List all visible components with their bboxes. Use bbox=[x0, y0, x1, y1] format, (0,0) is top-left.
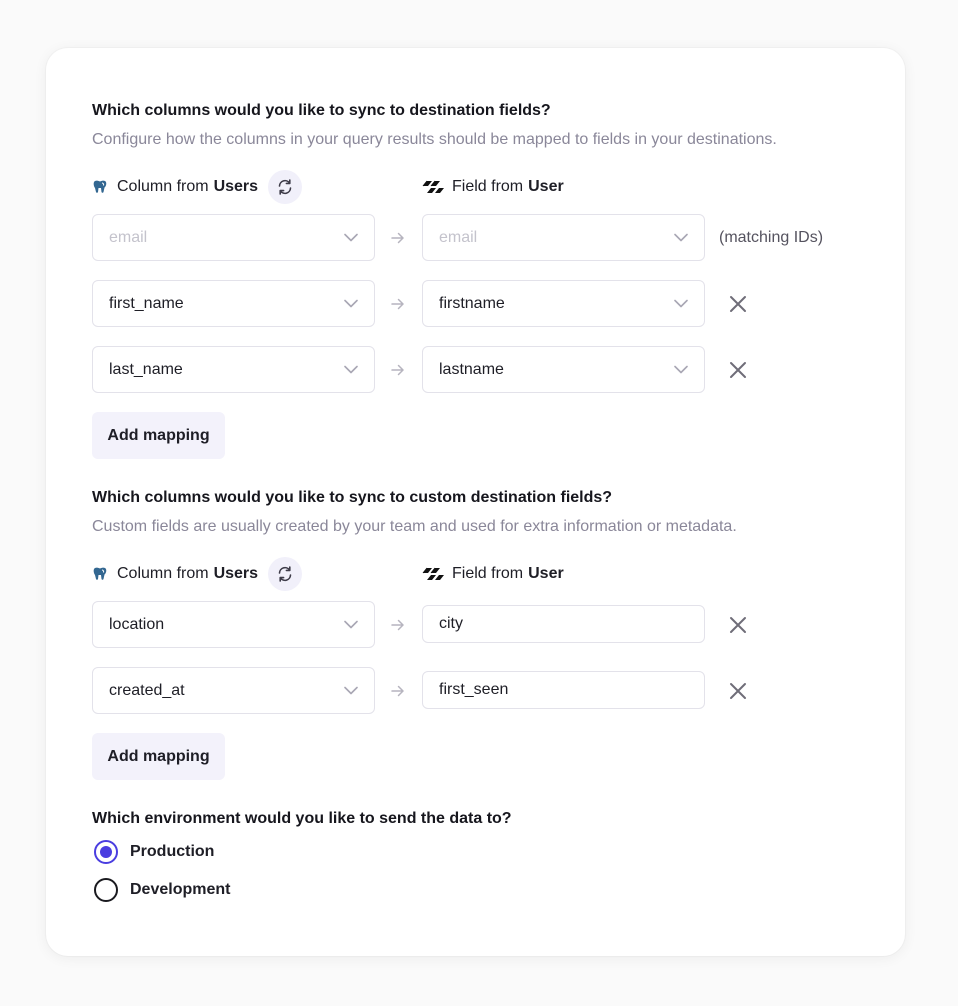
section1-dest-label bbox=[422, 169, 564, 205]
postgres-icon bbox=[92, 179, 108, 195]
source-label-prefix: Column from bbox=[117, 178, 209, 195]
add-mapping-button[interactable]: Add mapping bbox=[92, 733, 225, 780]
select-value: email bbox=[439, 228, 478, 246]
select-value: location bbox=[109, 615, 165, 633]
destination-field-select[interactable] bbox=[422, 280, 705, 327]
radio-button-checked[interactable] bbox=[94, 840, 118, 864]
remove-mapping-button[interactable] bbox=[728, 294, 748, 314]
dest-label-prefix: Field from bbox=[452, 565, 524, 582]
radio-production[interactable] bbox=[94, 840, 214, 864]
refresh-columns-button[interactable] bbox=[268, 557, 302, 591]
chevron-down-icon bbox=[674, 299, 688, 308]
remove-mapping-button[interactable] bbox=[728, 360, 748, 380]
dest-label-name: User bbox=[528, 178, 564, 195]
select-value: email bbox=[109, 228, 148, 246]
close-icon bbox=[728, 681, 748, 701]
source-label-prefix: Column from bbox=[117, 565, 209, 582]
source-column-select bbox=[92, 214, 375, 261]
destination-logo-icon bbox=[422, 567, 444, 581]
arrow-right-icon bbox=[391, 364, 405, 376]
radio-label: Production bbox=[130, 843, 215, 860]
section2-dest-label bbox=[422, 556, 564, 592]
matching-ids-note: (matching IDs) bbox=[719, 229, 824, 246]
arrow-right-icon bbox=[391, 232, 405, 244]
destination-field-select[interactable] bbox=[422, 346, 705, 393]
refresh-icon bbox=[276, 565, 294, 583]
select-value: first_name bbox=[109, 294, 184, 312]
close-icon bbox=[728, 294, 748, 314]
remove-mapping-button[interactable] bbox=[728, 681, 748, 701]
source-label-name: Users bbox=[213, 565, 259, 582]
chevron-down-icon bbox=[674, 233, 688, 242]
select-value: last_name bbox=[109, 360, 183, 378]
chevron-down-icon bbox=[674, 365, 688, 374]
select-value: lastname bbox=[439, 360, 504, 378]
source-column-select[interactable] bbox=[92, 346, 375, 393]
refresh-icon bbox=[276, 178, 294, 196]
section2-source-label bbox=[92, 556, 302, 592]
close-icon bbox=[728, 615, 748, 635]
destination-field-select bbox=[422, 214, 705, 261]
radio-label: Development bbox=[130, 881, 231, 898]
source-column-select[interactable] bbox=[92, 601, 375, 648]
custom-field-input[interactable]: city bbox=[422, 605, 705, 643]
section2-heading: Which columns would you like to sync to custom destination fields? bbox=[92, 489, 613, 506]
dest-label-name: User bbox=[528, 565, 564, 582]
chevron-down-icon bbox=[344, 233, 358, 242]
source-column-select[interactable] bbox=[92, 667, 375, 714]
arrow-right-icon bbox=[391, 619, 405, 631]
select-value: firstname bbox=[439, 294, 505, 312]
close-icon bbox=[728, 360, 748, 380]
custom-field-input[interactable]: first_seen bbox=[422, 671, 705, 709]
destination-logo-icon bbox=[422, 180, 444, 194]
radio-button[interactable] bbox=[94, 878, 118, 902]
section1-description: Configure how the columns in your query results should be mapped to fields in your destinations. bbox=[92, 131, 777, 148]
add-mapping-button[interactable]: Add mapping bbox=[92, 412, 225, 459]
source-column-select[interactable] bbox=[92, 280, 375, 327]
chevron-down-icon bbox=[344, 299, 358, 308]
postgres-icon bbox=[92, 566, 108, 582]
chevron-down-icon bbox=[344, 686, 358, 695]
arrow-right-icon bbox=[391, 685, 405, 697]
refresh-columns-button[interactable] bbox=[268, 170, 302, 204]
source-label-name: Users bbox=[213, 178, 259, 195]
environment-heading: Which environment would you like to send the data to? bbox=[92, 810, 512, 827]
select-value: created_at bbox=[109, 681, 185, 699]
arrow-right-icon bbox=[391, 298, 405, 310]
remove-mapping-button[interactable] bbox=[728, 615, 748, 635]
section1-source-label bbox=[92, 169, 302, 205]
radio-development[interactable] bbox=[94, 878, 230, 902]
section1-heading: Which columns would you like to sync to destination fields? bbox=[92, 102, 551, 119]
section2-description: Custom fields are usually created by your team and used for extra information or metadata. bbox=[92, 518, 737, 535]
chevron-down-icon bbox=[344, 620, 358, 629]
mapping-card bbox=[46, 48, 905, 956]
dest-label-prefix: Field from bbox=[452, 178, 524, 195]
chevron-down-icon bbox=[344, 365, 358, 374]
